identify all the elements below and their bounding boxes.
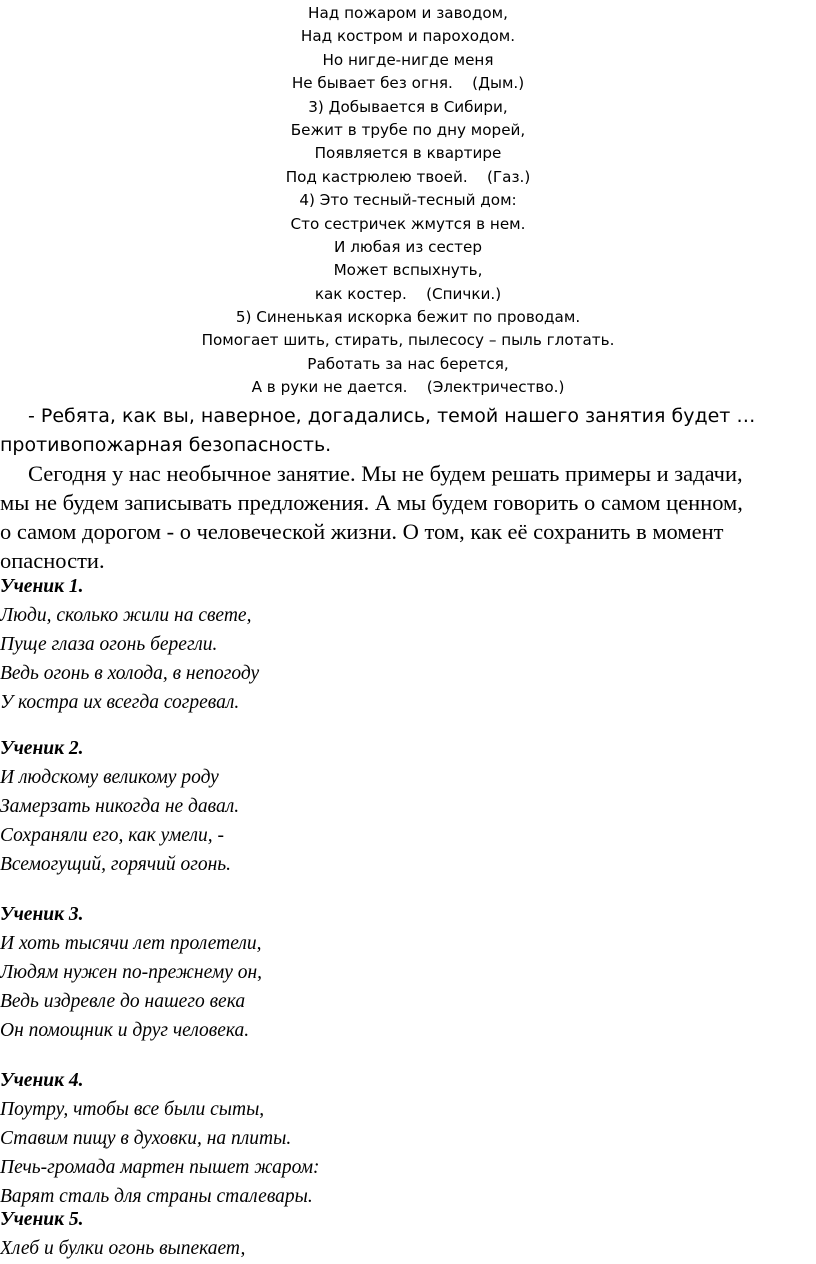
riddle-line: Не бывает без огня. (Дым.) (291, 74, 525, 93)
student-heading: Ученик 4. (0, 1070, 84, 1091)
riddle-line: Помогает шить, стирать, пылесосу – пыль глотать. (201, 331, 615, 350)
student-heading: Ученик 5. (0, 1209, 84, 1230)
verse-line: Ведь издревле до нашего века (0, 991, 246, 1012)
verse-line: Люди, сколько жили на свете, (0, 605, 252, 626)
student-4-verse (0, 1066, 816, 1211)
riddle-line: 3) Добывается в Сибири, (308, 97, 508, 116)
intro-line: опасности. (0, 548, 105, 573)
riddle-line: Может вспыхнуть, (333, 261, 483, 280)
verse-line: Пуще глаза огонь берегли. (0, 634, 218, 655)
verse-line: Хлеб и булки огонь выпекает, (0, 1238, 246, 1259)
verse-line: Замерзать никогда не давал. (0, 796, 240, 817)
verse-line: Ставим пищу в духовки, на плиты. (0, 1128, 292, 1149)
riddle-line: как костер. (Спички.) (314, 284, 502, 303)
student-5-verse (0, 1205, 816, 1263)
riddle-line: 5) Синенькая искорка бежит по проводам. (235, 308, 581, 327)
riddle-line: Но нигде-нигде меня (322, 50, 494, 69)
intro-line: Сегодня у нас необычное занятие. Мы не будем решать примеры и задачи, (28, 461, 743, 486)
intro-paragraph (0, 459, 816, 575)
riddle-line: Над пожаром и заводом, (308, 4, 508, 22)
verse-line: И хоть тысячи лет пролетели, (0, 933, 262, 954)
riddle-line: Сто сестричек жмутся в нем. (290, 214, 526, 233)
student-heading: Ученик 2. (0, 738, 84, 759)
verse-line: Людям нужен по-прежнему он, (0, 962, 263, 983)
riddle-line: Появляется в квартире (314, 144, 502, 163)
student-1-verse (0, 572, 816, 717)
riddle-line: 4) Это тесный-тесный дом: (299, 191, 517, 210)
riddle-line: Над костром и пароходом. (300, 27, 516, 46)
topic-paragraph (0, 402, 816, 460)
riddle-line: Под кастрюлею твоей. (Газ.) (285, 167, 531, 186)
verse-line: И людскому великому роду (0, 767, 219, 788)
verse-line: У костра их всегда согревал. (0, 692, 240, 713)
verse-line: Он помощник и друг человека. (0, 1020, 250, 1041)
riddle-line: И любая из сестер (334, 237, 482, 256)
riddles-block (0, 2, 816, 400)
riddle-line: Бежит в трубе по дну морей, (290, 120, 526, 139)
riddle-line: А в руки не дается. (Электричество.) (251, 378, 565, 397)
intro-line: о самом дорогом - о человеческой жизни. О том, как её сохранить в момент (0, 519, 724, 544)
verse-line: Поутру, чтобы все были сыты, (0, 1099, 265, 1120)
verse-line: Ведь огонь в холода, в непогоду (0, 663, 260, 684)
student-heading: Ученик 1. (0, 576, 84, 597)
verse-line: Сохраняли его, как умели, - (0, 825, 224, 846)
intro-line: мы не будем записывать предложения. А мы будем говорить о самом ценном, (0, 490, 743, 515)
verse-line: Варят сталь для страны сталевары. (0, 1186, 313, 1207)
student-2-verse (0, 734, 816, 879)
riddle-line: Работать за нас берется, (307, 354, 509, 373)
student-3-verse (0, 900, 816, 1045)
topic-line: противопожарная безопасность. (0, 434, 332, 456)
student-heading: Ученик 3. (0, 904, 84, 925)
verse-line: Печь-громада мартен пышет жаром: (0, 1157, 320, 1178)
verse-line: Всемогущий, горячий огонь. (0, 854, 232, 875)
topic-line: - Ребята, как вы, наверное, догадались, темой нашего занятия будет … (28, 405, 756, 427)
